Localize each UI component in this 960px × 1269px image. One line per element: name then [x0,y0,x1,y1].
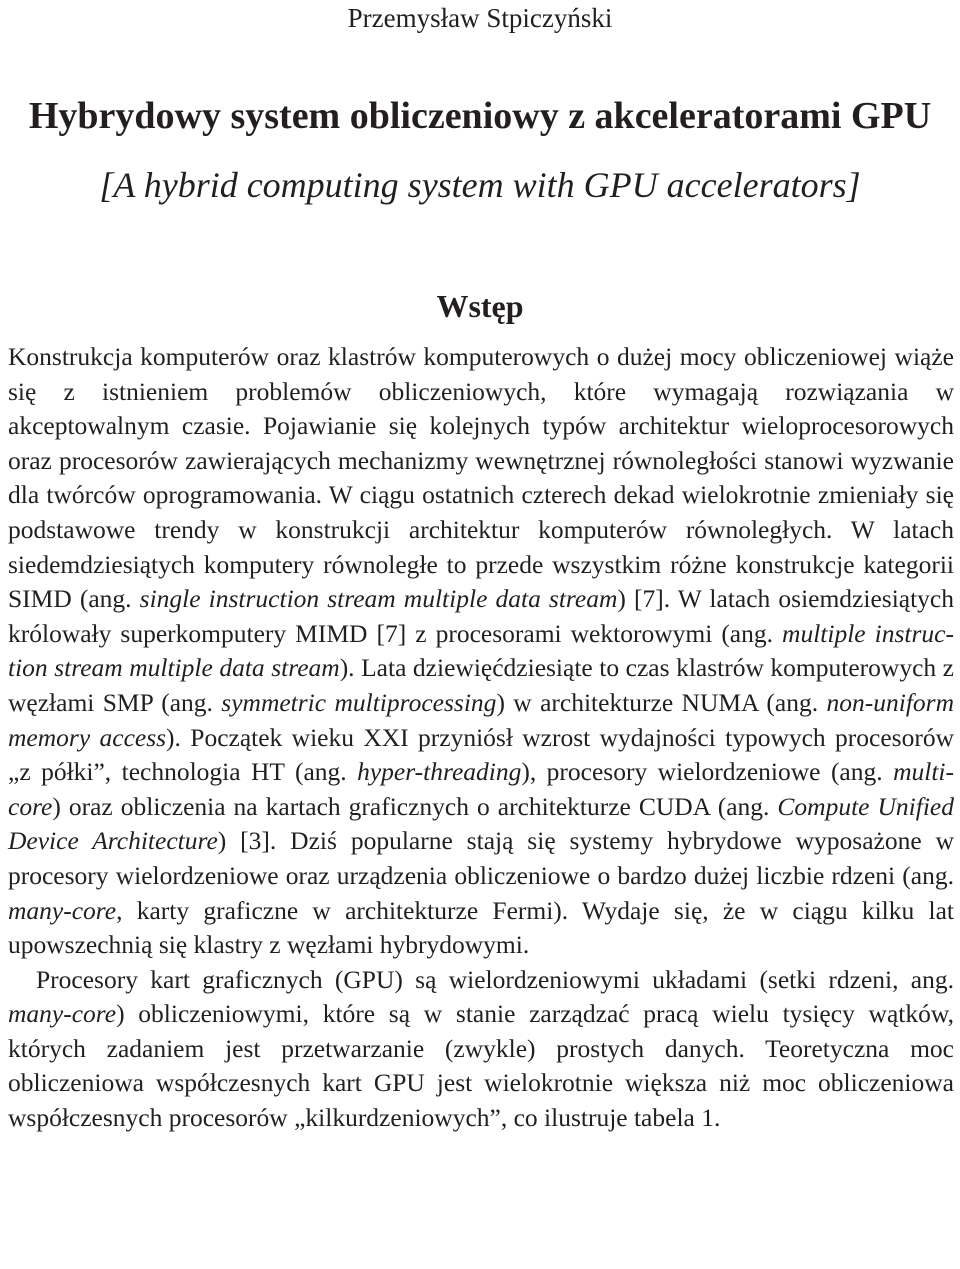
paragraph [8,340,954,963]
paper-subtitle: [A hybrid computing system with GPU accelerators] [99,165,861,205]
text-run: ), procesory wielordzeniowe (ang. [521,757,894,787]
text-run: Procesory kart graficznych (GPU) są wielordzeniowymi układami (setki rdzeni, ang. [36,964,954,994]
text-run-italic: non-uniform memory access [8,687,954,752]
text-run: Konstrukcja komputerów oraz klastrów komputerowych o dużej mocy obliczeniowej wiąże się z istnieniem problemów obliczeniowych, które wymagają rozwiązania w akceptowalnym czasie. Pojawianie się kolejnych typów architektur wieloprocesorowych oraz procesorów zawierających mechanizmy wewnętrznej równoległości stanowi wyzwanie dla twórców oprogramowania. W ciągu ostatnich czterech dekad wielokrotnie zmieniały się podstawowe trendy w konstrukcji architektur komputerów równoległych. W latach siedemdziesiątych komputery równoległe to przede wszystkim różne konstrukcje kategorii SIMD (ang. [8,342,954,614]
author-name: Przemysław Stpiczyński [347,3,613,33]
text-run-italic: many-core [8,999,117,1029]
text-run-italic: hyper-threading [357,757,522,787]
text-run: ). Początek wieku XXI przyniósł wzrost wydajności typowych procesorów „z półki”, technologia HT (ang. [8,722,954,787]
text-run: ) oraz obliczenia na kartach graficznych o architekturze CUDA (ang. [52,791,778,821]
text-run: ) w architekturze NUMA (ang. [496,687,827,717]
text-run-italic: single instruction stream multiple data stream [139,584,618,614]
text-run: ) obliczeniowymi, które są w stanie zarządzać pracą wielu tysięcy wątków, których zadaniem jest przetwarzanie (zwykle) prostych danych. Teoretyczna moc obliczeniowa współczesnych kart GPU jest wielokrotnie większa niż moc obliczeniowa współczesnych procesorów „kilkurdzeniowych”, co ilustruje tabela 1. [8,999,954,1133]
text-run-italic: multiple instruction stream multiple data stream [8,618,954,683]
text-run-italic: multi-core [8,757,954,821]
text-run: ). Lata dziewięćdziesiąte to czas klastrów komputerowych z węzłami SMP (ang. [8,653,954,717]
section-heading: Wstęp [436,288,524,324]
text-run-italic: Compute Unified Device Architecture [8,791,954,856]
body-text [8,340,954,1136]
paper-title: Hybrydowy system obliczeniowy z akceleratorami GPU [28,95,932,137]
text-run: ) [3]. Dziś popularne stają się systemy hybrydowe wyposażone w procesory wielordzeniowe oraz urządzenia obliczeniowe o bardzo dużej liczbie rdzeni (ang. [8,826,954,890]
text-run-italic: many-core [8,895,117,925]
text-run: ) [7]. W latach osiemdziesiątych królowały superkomputery MIMD [7] z procesorami wektorowymi (ang. [8,584,955,648]
paragraph [8,963,954,1136]
text-run: , karty graficzne w architekturze Fermi). Wydaje się, że w ciągu kilku lat upowszechnią się klastry z węzłami hybrydowymi. [8,895,954,960]
text-run-italic: symmetric multiprocessing [221,687,497,717]
